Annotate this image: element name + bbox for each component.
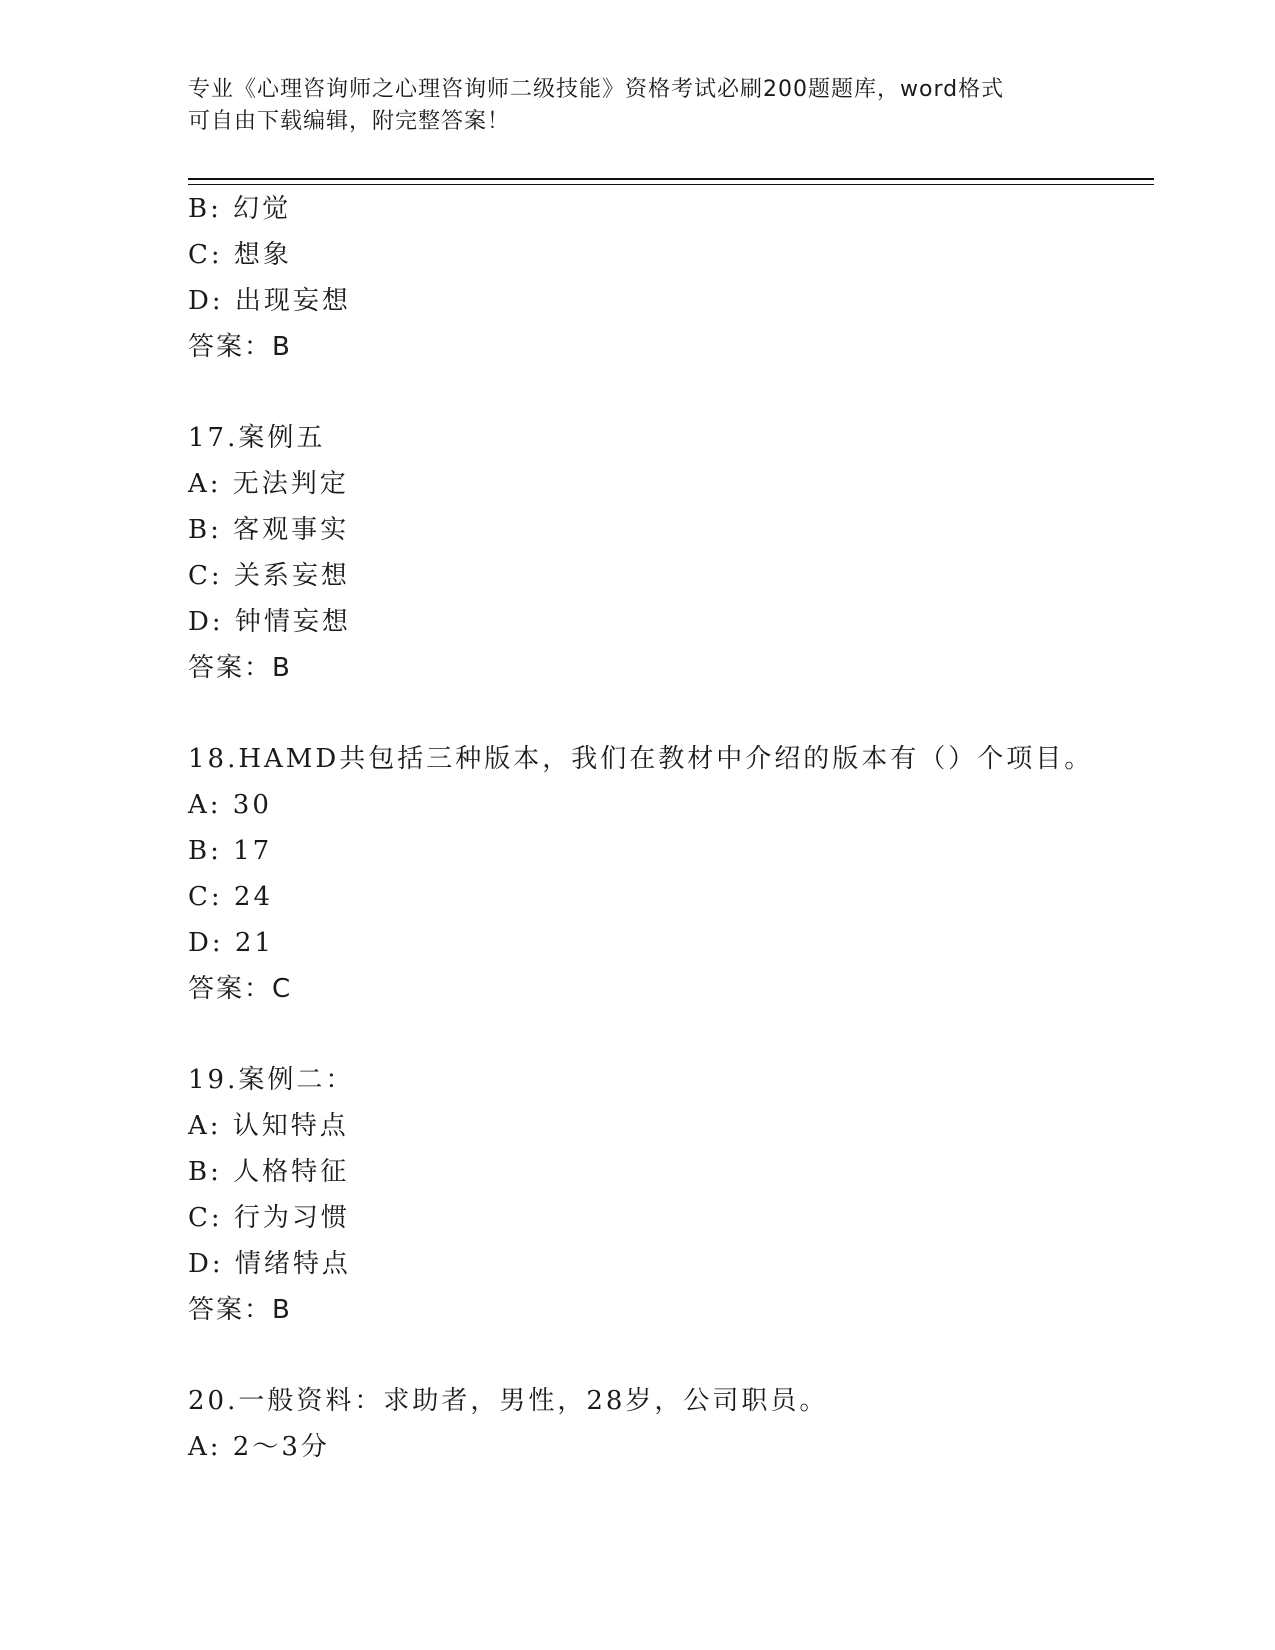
question-text: 20.一般资料：求助者，男性，28岁，公司职员。 <box>188 1386 829 1416</box>
answer: 答案：B <box>188 332 292 362</box>
question-18 <box>188 736 1154 1012</box>
answer: 答案：B <box>188 1295 292 1325</box>
question-text: 17.案例五 <box>188 423 326 453</box>
question-text: 18.HAMD共包括三种版本，我们在教材中介绍的版本有（）个项目。 <box>188 744 1094 774</box>
question-17 <box>188 415 1154 691</box>
question-20 <box>188 1378 1154 1470</box>
option-d: D: 钟情妄想 <box>188 607 351 637</box>
question-text: 19.案例二： <box>188 1065 355 1095</box>
option-d: D: 情绪特点 <box>188 1249 351 1279</box>
option-a: A: 无法判定 <box>188 469 349 499</box>
answer: 答案：C <box>188 974 293 1004</box>
option-c: C: 行为习惯 <box>188 1203 350 1233</box>
option-b: B: 人格特征 <box>188 1157 350 1187</box>
question-list <box>188 186 1154 1470</box>
option-c: C: 关系妄想 <box>188 561 350 591</box>
document-header <box>188 74 1088 138</box>
option-b: B: 客观事实 <box>188 515 350 545</box>
question-16-tail <box>188 186 1154 370</box>
option-c: C: 想象 <box>188 240 292 270</box>
option-a: A: 认知特点 <box>188 1111 349 1141</box>
question-19 <box>188 1057 1154 1333</box>
option-d: D: 出现妄想 <box>188 286 351 316</box>
option-a: A: 2～3分 <box>188 1432 330 1462</box>
option-c: C: 24 <box>188 882 274 912</box>
option-b: B: 幻觉 <box>188 194 292 224</box>
header-line-2: 可自由下载编辑，附完整答案！ <box>188 109 511 134</box>
answer: 答案：B <box>188 653 292 683</box>
option-a: A: 30 <box>188 790 272 820</box>
option-b: B: 17 <box>188 836 273 866</box>
option-d: D: 21 <box>188 928 274 958</box>
header-divider-thick <box>188 178 1154 180</box>
header-divider-thin <box>188 184 1154 185</box>
header-line-1: 专业《心理咨询师之心理咨询师二级技能》资格考试必刷200题题库，word格式 <box>188 77 1005 102</box>
